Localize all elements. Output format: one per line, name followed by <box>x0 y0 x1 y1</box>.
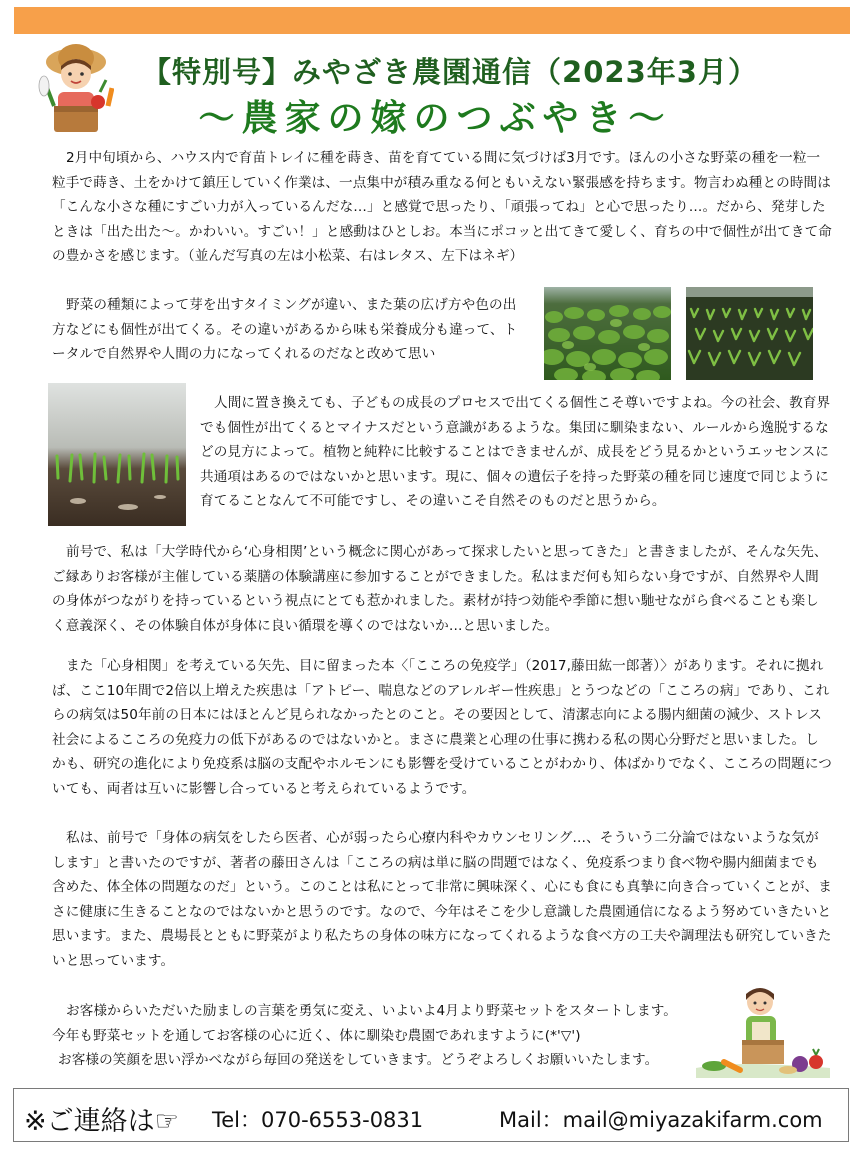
newsletter-title: 【特別号】みやざき農園通信（2023年3月） <box>142 55 758 89</box>
closing-line-2: 今年も野菜セットを通してお客様の心に近く、体に馴染む農園であれますように(*'▽') <box>52 1027 581 1044</box>
intro-paragraph: 2月中旬頃から、ハウス内で育苗トレイに種を蒔き、苗を育てている間に気づけば3月です。ほんの小さな野菜の種を一粒一粒手で蒔き、土をかけて鎮圧していく作業は、一点集中が積み重なる何ともいえない緊張感を持ちます。物言わぬ種との時間は「こんな小さな種にすごい力が入っているんだな…」と感覚で思ったり、「頑張ってね」と心で思ったり…。だから、発芽したときは「出た出た～。かわいい。すごい！」と感動はひとしお。本当にポコッと出てきて愛しく、育ちの中で個性が出てきて命の豊かさを感じます。（並んだ写真の左は小松菜、右はレタス、左下はネギ） <box>52 150 832 264</box>
paragraph-2: 野菜の種類によって芽を出すタイミングが違い、また葉の広げ方や色の出方などにも個性が出てくる。その違いがあるから味も栄養成分も違って、トータルで自然界や人間の力になってくれるのだなと改めて思い <box>52 297 518 362</box>
komatsuna-seedlings-photo <box>544 287 671 380</box>
contact-mail[interactable]: Mail：mail@miyazakifarm.com <box>499 1108 823 1132</box>
farmer-woman-veggies-icon <box>696 982 830 1078</box>
paragraph-5: また「心身相関」を考えている矢先、目に留まった本〈「こころの免疫学」（2017,藤田紘一郎著）〉があります。それに拠れば、ここ10年間で2倍以上増えた疾患は「アトピー、喘息などのアレルギー性疾患」とうつなどの「こころの病」であり、これらの病気は50年前の日本にはほとんど見られなかったとのこと。その要因として、清潔志向による腸内細菌の減少、ストレス社会によるこころの免疫力の低下があるのではないかと。まさに農業と心理の仕事に携わる私の関心分野だと思いました。しかも、研究の進化により免疫系は脳の支配やホルモンにも影響を受けていることがわかり、体ばかりでなく、こころの問題についても、両者は互いに影響し合っていると考えられているようです。 <box>52 658 832 797</box>
contact-footer <box>13 1088 849 1142</box>
closing-line-1: お客様からいただいた励ましの言葉を勇気に変え、いよいよ4月より野菜セットをスタートします。 <box>66 1003 677 1019</box>
closing-line-3: お客様の笑顔を思い浮かべながら毎回の発送をしていきます。どうぞよろしくお願いいたします。 <box>58 1052 659 1068</box>
paragraph-3: 人間に置き換えても、子どもの成長のプロセスで出てくる個性こそ尊いですよね。今の社会、教育界でも個性が出てくるとマイナスだという意識があるような。集団に馴染まない、ルールから逸脱するなどの見方によって。植物と純粋に比較することはできませんが、成長をどう見るかというエッセンスに共通項はあるのではないかと思います。現に、個々の遺伝子を持った野菜の種を同じ速度で同じように育てることなんて不可能ですし、その違いこそ自然そのものだと思うから。 <box>200 395 831 509</box>
closing-lines <box>52 999 712 1073</box>
contact-tel[interactable]: Tel：070-6553-0831 <box>212 1108 424 1132</box>
farmer-girl-icon <box>36 40 114 140</box>
negi-seedlings-photo <box>48 383 186 526</box>
paragraph-4: 前号で、私は「大学時代から‘心身相関’という概念に関心があって探求したいと思ってきた」と書きましたが、そんな矢先、ご縁ありお客様が主催している薬膳の体験講座に参加することができました。私はまだ何も知らない身ですが、自然界や人間の身体がつながりを持っているという視点にとても惹かれました。素材が持つ効能や季節に想い馳せながら食べることも楽しく意義深く、その体験自体が身体に良い循環を導くのではないか…と思いました。 <box>52 544 828 634</box>
newsletter-subtitle: ～農家の嫁のつぶやき～ <box>198 97 672 139</box>
contact-label: ※ご連絡は☞ <box>24 1106 179 1137</box>
top-orange-bar <box>14 7 850 34</box>
lettuce-seedlings-photo <box>686 287 813 380</box>
paragraph-6: 私は、前号で「身体の病気をしたら医者、心が弱ったら心療内科やカウンセリング…、そういう二分論ではないような気がします」と書いたのですが、著者の藤田さんは「こころの病は単に脳の問題ではなく、免疫系つまり食べ物や腸内細菌までも含めた、体全体の問題なのだ」という。このことは私にとって非常に興味深く、心にも食にも真摯に向き合っていくことが、まさに健康に生きることなのではないかと思うのです。なので、今年はそこを少し意識した農園通信になるよう努めていきたいと思います。また、農場長とともに野菜がより私たちの身体の味方になってくれるような食べ方の工夫や調理法も研究していきたいと思っています。 <box>52 830 832 969</box>
